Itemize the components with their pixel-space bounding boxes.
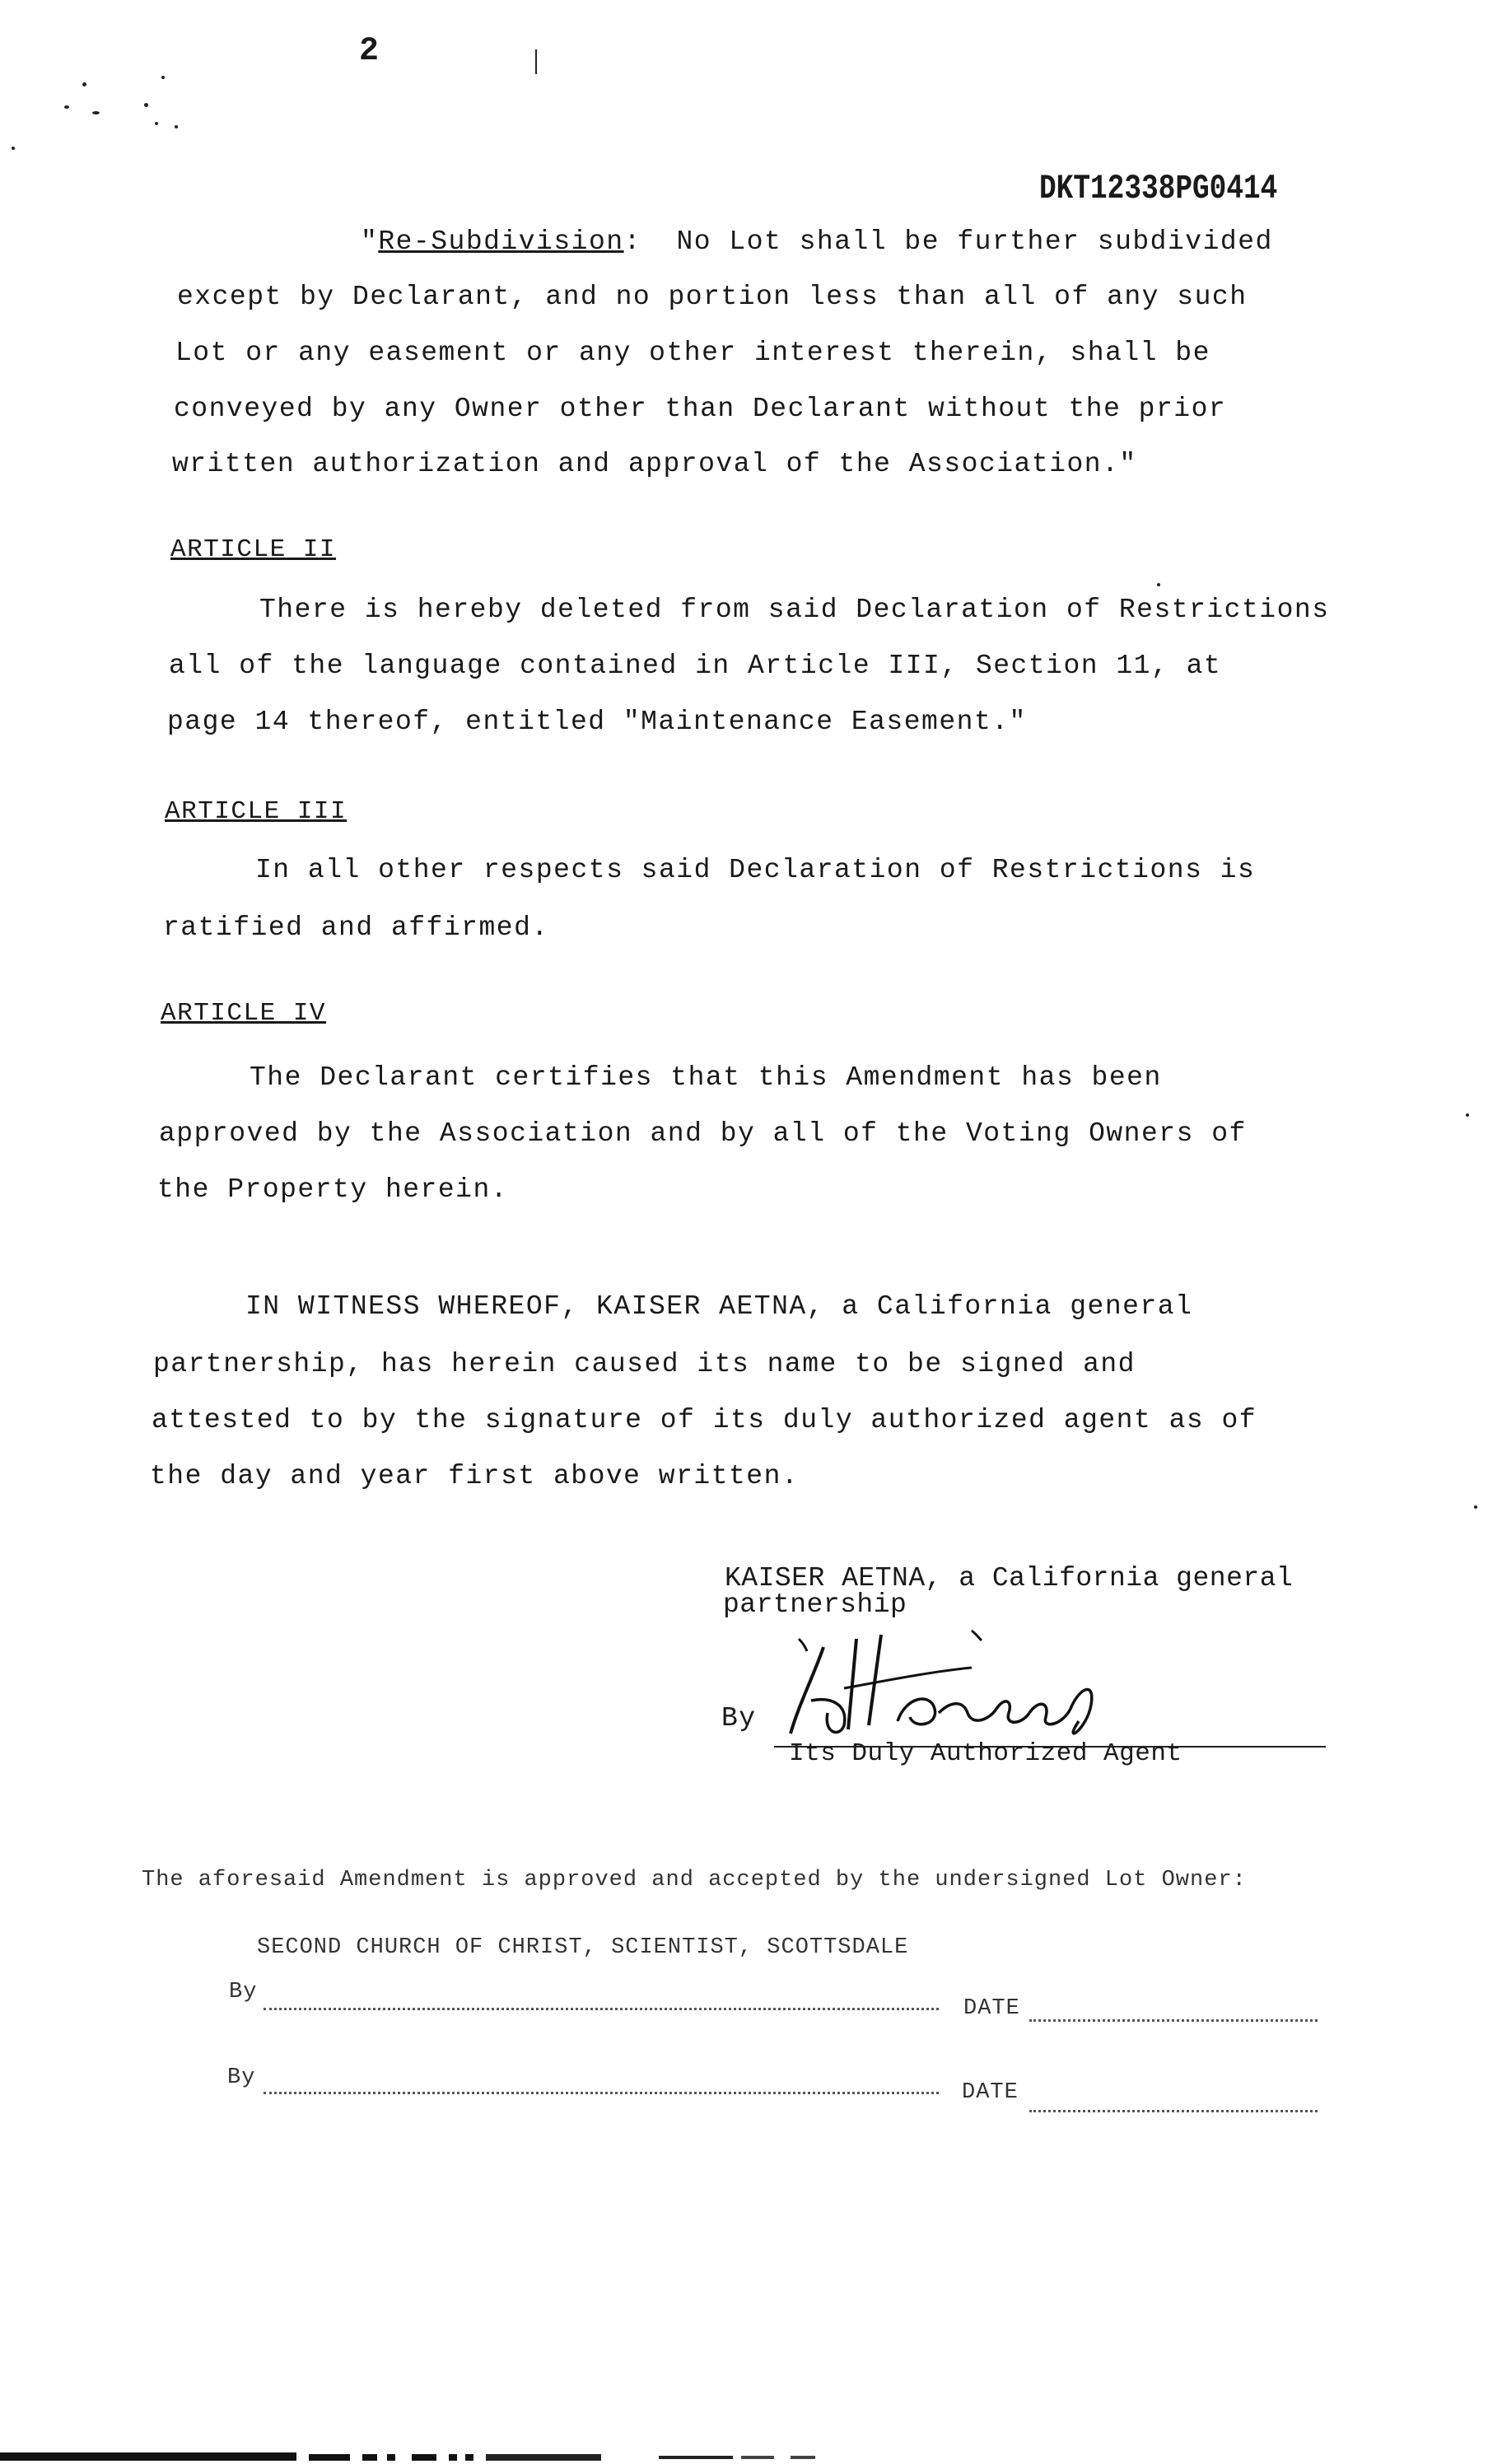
resubdivision-line-2: except by Declarant, and no portion less than all of any such	[177, 282, 1248, 312]
article-ii-line-2: all of the language contained in Article III, Section 11, at	[169, 651, 1222, 681]
signature-by-label: By	[721, 1703, 757, 1734]
scan-speck	[82, 82, 86, 86]
approval-statement: The aforesaid Amendment is approved and accepted by the undersigned Lot Owner:	[142, 1868, 1247, 1892]
article-iv-heading: ARTICLE IV	[161, 999, 327, 1028]
witness-line-4: the day and year first above written.	[150, 1461, 800, 1491]
article-iv-line-3: the Property herein.	[157, 1174, 509, 1205]
owner-signature-line-1	[264, 2008, 939, 2010]
owner-date-line-1	[1029, 2019, 1318, 2022]
article-iii-line-2: ratified and affirmed.	[163, 912, 549, 943]
resubdivision-text-1: No Lot shall be further subdivided	[676, 226, 1273, 257]
scan-speck	[12, 147, 15, 150]
page-number: 2	[359, 33, 380, 70]
witness-line-2: partnership, has herein caused its name to be signed and	[153, 1349, 1136, 1379]
article-iii-line-1: In all other respects said Declaration of Restrictions is	[255, 855, 1256, 885]
scan-speck	[64, 105, 69, 109]
signatory-party-line-1: KAISER AETNA, a California general	[725, 1563, 1294, 1594]
scan-speck	[535, 49, 537, 74]
resubdivision-line-4: conveyed by any Owner other than Declarant without the prior	[174, 394, 1227, 424]
resubdivision-label: Re-Subdivision	[378, 226, 624, 257]
article-ii-heading: ARTICLE II	[170, 535, 337, 564]
owner-by-label-1: By	[229, 1980, 258, 2004]
resubdivision-line-3: Lot or any easement or any other interest therein, shall be	[175, 338, 1210, 368]
handwritten-signature	[766, 1622, 1194, 1754]
article-ii-line-3: page 14 thereof, entitled "Maintenance Easement."	[167, 707, 1027, 737]
scan-speck	[1466, 1113, 1469, 1117]
scan-speck	[175, 125, 178, 128]
resubdivision-line-5: written authorization and approval of the Association."	[172, 449, 1137, 479]
owner-date-label-1: DATE	[963, 1996, 1020, 2021]
owner-signature-line-2	[264, 2092, 939, 2094]
article-iv-line-2: approved by the Association and by all of the Voting Owners of	[159, 1118, 1247, 1149]
scan-speck	[1474, 1505, 1477, 1509]
scan-edge-noise	[0, 2448, 1502, 2464]
quote-mark: "	[361, 226, 379, 257]
scan-speck	[92, 111, 100, 114]
lot-owner-name: SECOND CHURCH OF CHRIST, SCIENTIST, SCOTTSDALE	[257, 1935, 909, 1960]
witness-line-1: IN WITNESS WHEREOF, KAISER AETNA, a California general	[245, 1291, 1193, 1322]
document-reference: DKT12338PG0414	[1039, 169, 1278, 208]
scan-speck	[155, 122, 158, 125]
owner-date-line-2	[1029, 2110, 1318, 2112]
witness-line-3: attested to by the signature of its duly authorized agent as of	[152, 1405, 1257, 1435]
article-ii-line-1: There is hereby deleted from said Declaration of Restrictions	[259, 595, 1330, 625]
agent-title: Its Duly Authorized Agent	[789, 1739, 1182, 1768]
owner-date-label-2: DATE	[962, 2080, 1019, 2105]
scan-speck	[1157, 583, 1160, 586]
article-iii-heading: ARTICLE III	[165, 797, 348, 826]
scan-speck	[161, 76, 165, 79]
owner-by-label-2: By	[227, 2065, 256, 2090]
signatory-party-line-2: partnership	[723, 1589, 907, 1620]
article-iv-line-1: The Declarant certifies that this Amendment has been	[250, 1062, 1162, 1093]
colon: :	[623, 226, 677, 257]
scan-speck	[144, 103, 148, 107]
resubdivision-line-1	[361, 226, 1273, 257]
